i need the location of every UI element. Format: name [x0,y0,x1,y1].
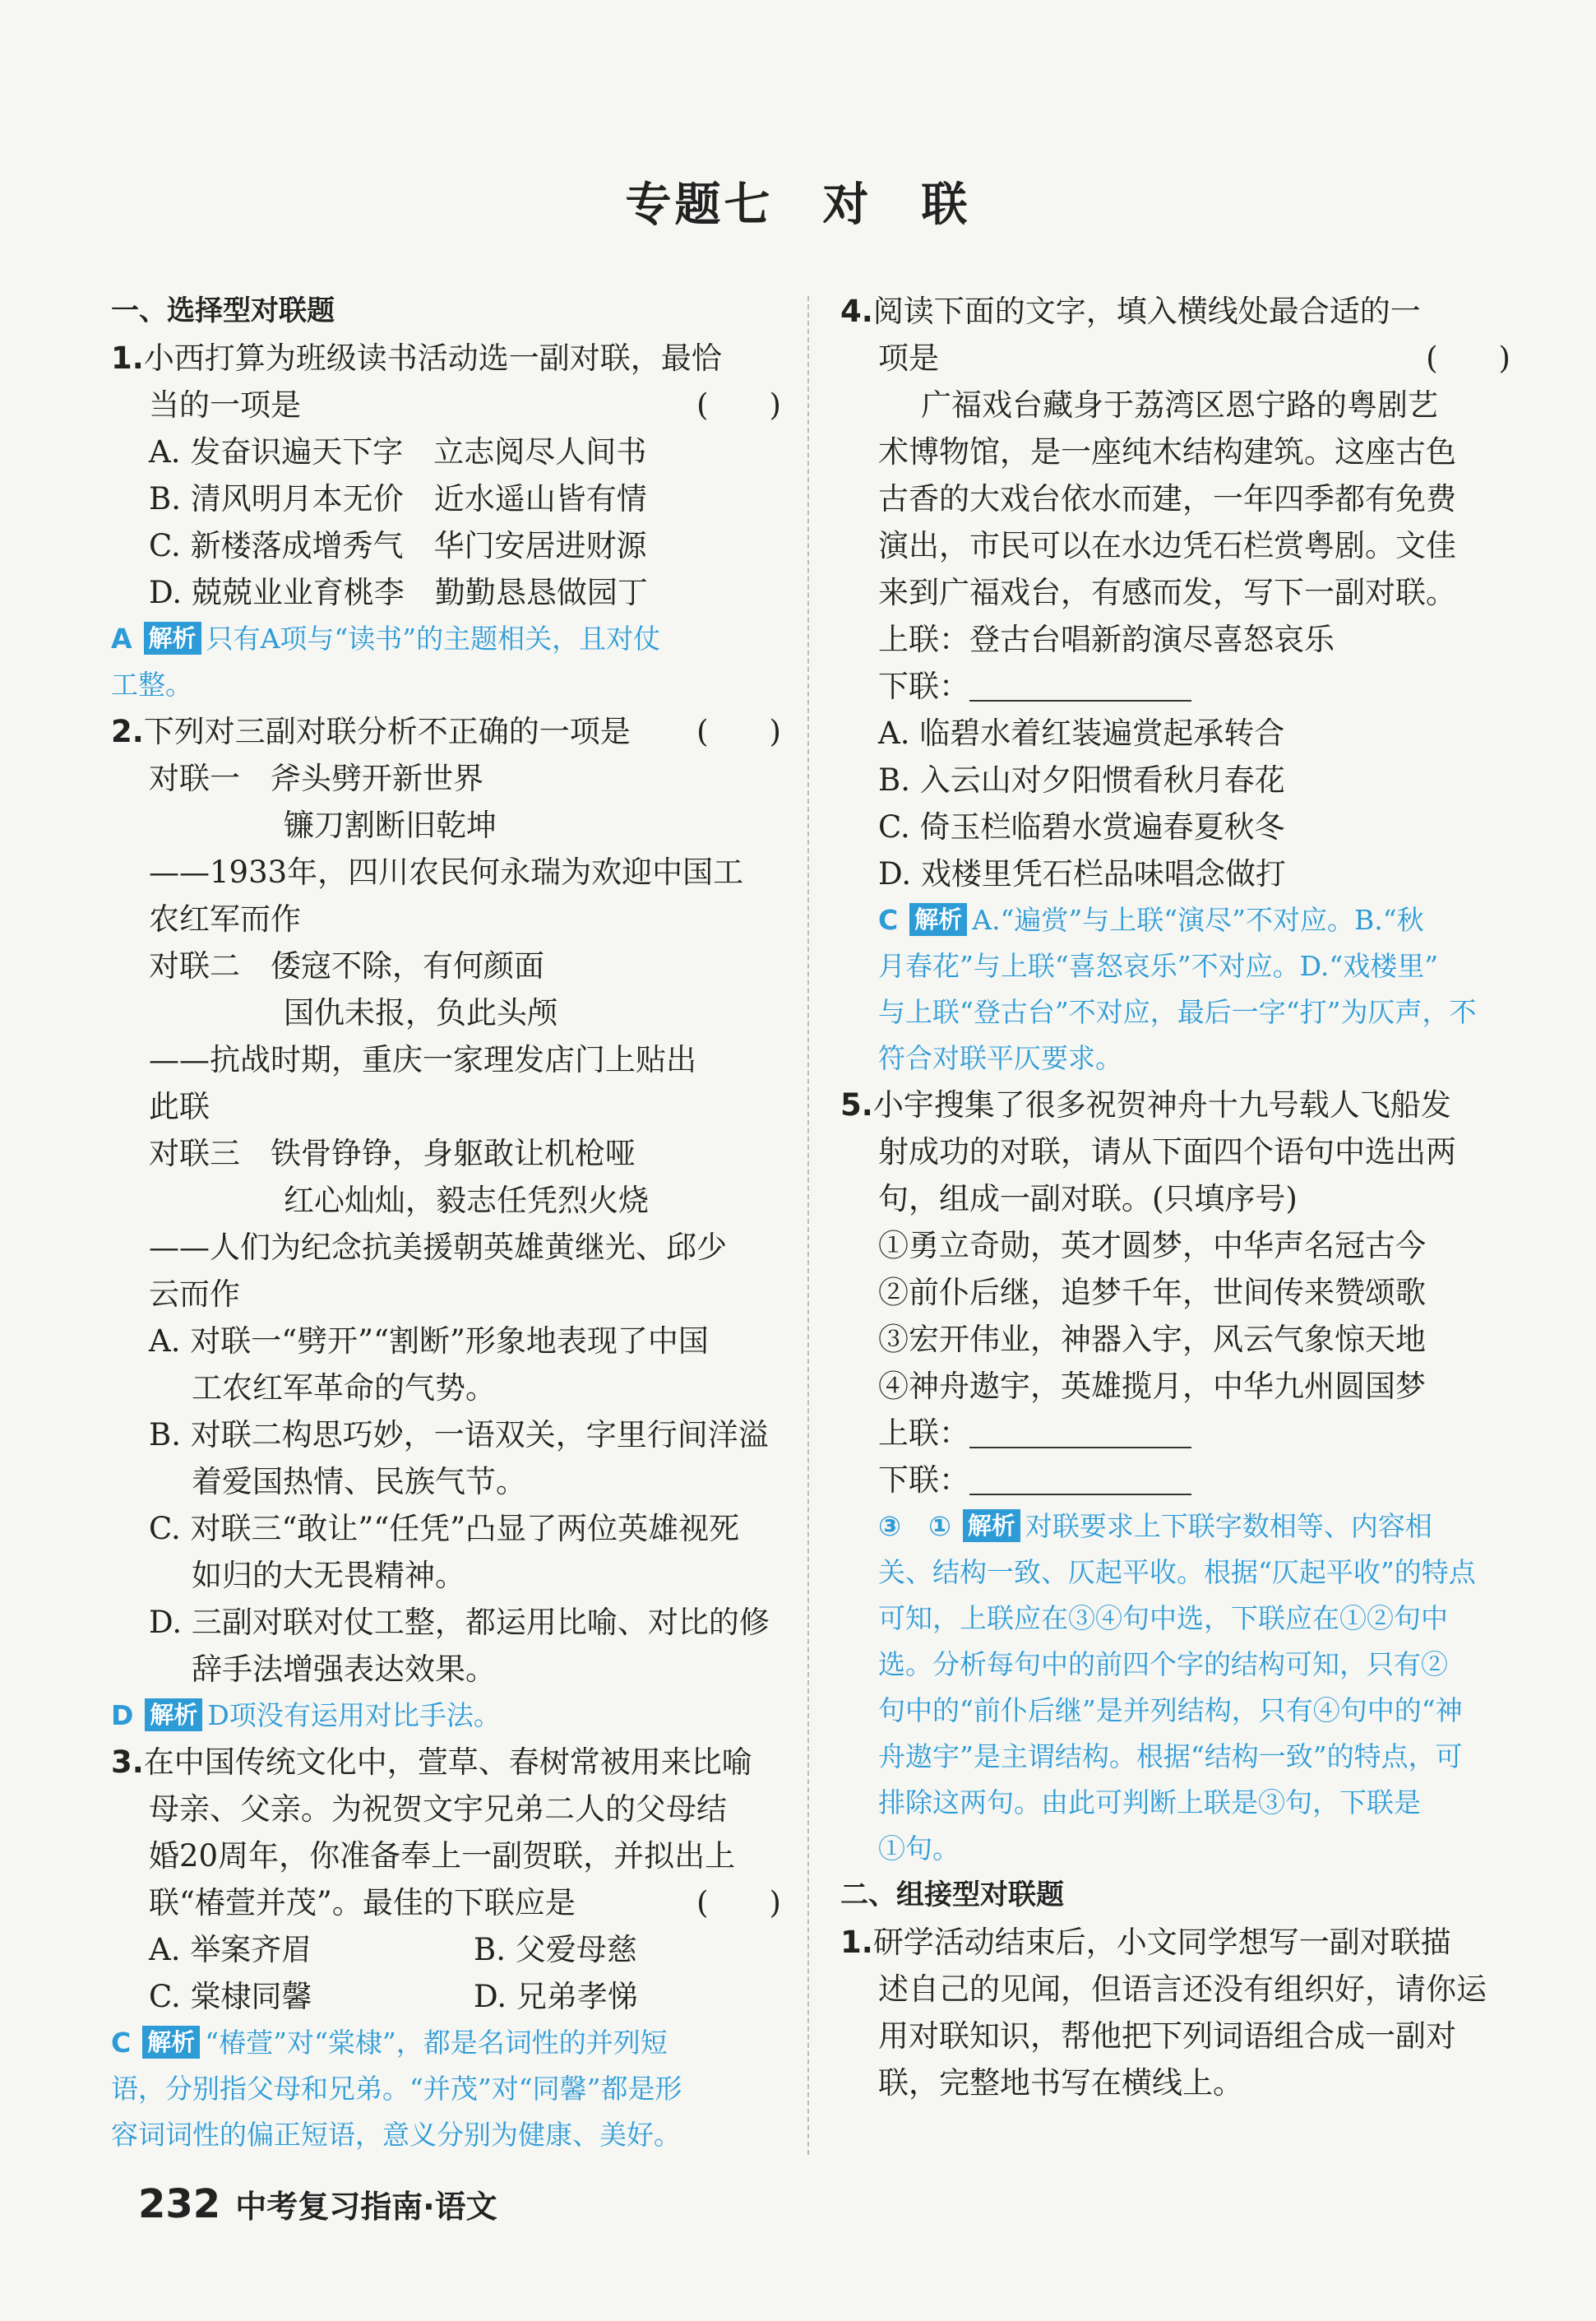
analysis-tag: 解析 [142,2026,200,2059]
question-text: 联，完整地书写在横线上。 [878,2065,1243,2101]
explanation-text: 月春花”与上联“喜怒哀乐”不对应。D.“戏楼里” [878,950,1439,982]
question-text: 当的一项是 [149,387,301,423]
sentence-3: ③宏开伟业，神器入宇，风云气象惊天地 [878,1322,1426,1357]
couplet-label: 对联一 [149,761,240,796]
answer-blank[interactable] [969,670,1191,702]
answer-explanation [111,616,781,662]
option-b: B. 对联二构思巧妙，一语双关，字里行间洋溢 [149,1417,769,1452]
option-d: D. 兢兢业业育桃李 勤勤恳恳做园丁 [149,575,648,610]
explanation-text: 工整。 [111,669,192,701]
passage-text: 广福戏台藏身于荔湾区恩宁路的粤剧艺 [921,387,1438,423]
page-footer [138,2181,497,2227]
passage-text: 术博物馆，是一座纯木结构建筑。这座古色 [878,434,1456,470]
couplet-source: ——抗战时期，重庆一家理发店门上贴出 [149,1042,696,1077]
question-text: 母亲、父亲。为祝贺文宇兄弟二人的父母结 [149,1791,727,1827]
couplet-upper: 铁骨铮铮，身躯敢让机枪哑 [271,1136,636,1171]
answer-paren: ( ) [696,1885,781,1920]
page-number: 232 [138,2181,221,2227]
analysis-tag: 解析 [144,622,201,655]
section-heading-combine: 二、组接型对联题 [840,1879,1064,1911]
sentence-1: ①勇立奇勋，英才圆梦，中华声名冠古今 [878,1228,1426,1263]
question-number: 2. [111,714,144,749]
explanation-text: “椿萱”对“棠棣”，都是名词性的并列短 [205,2027,668,2059]
explanation-text: 容词词性的偏正短语，意义分别为健康、美好。 [111,2119,681,2151]
answer-explanation [111,2020,781,2066]
question-number: 1. [111,341,144,376]
sentence-4: ④神舟遨宇，英雄揽月，中华九州圆国梦 [878,1369,1426,1404]
option-b-cont: 着爱国热情、民族气节。 [192,1464,526,1499]
question-2 [111,708,781,1739]
question-text: 小宇搜集了很多祝贺神舟十九号载人飞船发 [872,1087,1451,1123]
answer-paren: ( ) [696,387,781,423]
question-number: 5. [840,1087,873,1123]
upper-couplet: 上联：登古台唱新韵演尽喜怒哀乐 [878,622,1335,657]
answer-letter: A [111,623,132,655]
question-number: 1. [840,1925,873,1960]
explanation-text: 只有A项与“读书”的主题相关，且对仗 [206,623,661,655]
question-number: 4. [840,294,873,329]
explanation-text: ①句。 [878,1832,960,1865]
question-text: 项是 [878,341,939,376]
explanation-text: 选。分析每句中的前四个字的结构可知，只有② [878,1648,1448,1680]
option-a-cont: 工农红军革命的气势。 [192,1370,496,1406]
answer-letter: D [111,1699,134,1731]
answer-blank[interactable] [969,1464,1191,1495]
couplet-upper: 倭寇不除，有何颜面 [271,948,544,984]
answer-letter: ③ ① [878,1510,951,1542]
option-c: C. 倚玉栏临碧水赏遍春夏秋冬 [878,809,1285,845]
question-4 [840,288,1510,1082]
question-text: 小西打算为班级读书活动选一副对联，最恰 [143,341,722,376]
option-b: B. 父爱母慈 [474,1932,637,1967]
question-text: 联“椿萱并茂”。最佳的下联应是 [149,1885,576,1920]
answer-paren: ( ) [1426,341,1510,376]
question-text: 婚20周年，你准备奉上一副贺联，并拟出上 [149,1838,736,1874]
option-b: B. 清风明月本无价 近水遥山皆有情 [149,481,647,517]
upper-couplet-label: 上联： [878,1415,969,1451]
explanation-text: 关、结构一致、仄起平收。根据“仄起平收”的特点 [878,1556,1476,1588]
answer-letter: C [111,2027,132,2059]
couplet-upper: 斧头劈开新世界 [271,761,483,796]
explanation-text: 排除这两句。由此可判断上联是③句，下联是 [878,1786,1421,1818]
right-column [840,288,1510,2106]
answer-letter: C [878,904,899,936]
explanation-text: 符合对联平仄要求。 [878,1042,1122,1074]
analysis-tag: 解析 [909,903,967,936]
explanation-text: D项没有运用对比手法。 [207,1699,501,1731]
option-c: C. 新楼落成增秀气 华门安居进财源 [149,528,647,563]
question-1 [111,335,781,708]
option-d-cont: 辞手法增强表达效果。 [192,1652,496,1687]
question-text: 述自己的见闻，但语言还没有组织好，请你运 [878,1971,1487,2007]
question-text: 句，组成一副对联。(只填序号) [878,1181,1298,1216]
answer-blank[interactable] [969,1417,1191,1448]
section-heading-choice: 一、选择型对联题 [111,294,335,327]
page-title: 专题七 对 联 [625,178,971,232]
explanation-text: 与上联“登古台”不对应，最后一字“打”为仄声，不 [878,996,1477,1028]
answer-explanation [111,1693,781,1739]
explanation-text: 可知，上联应在③④句中选，下联应在①②句中 [878,1602,1448,1634]
passage-text: 古香的大戏台依水而建，一年四季都有免费 [878,481,1456,517]
couplet-source: ——人们为纪念抗美援朝英雄黄继光、邱少 [149,1230,727,1265]
couplet-label: 对联二 [149,948,240,984]
question-text: 在中国传统文化中，萱草、春树常被用来比喻 [143,1744,752,1780]
question-text: 阅读下面的文字，填入横线处最合适的一 [872,294,1421,329]
option-d: D. 兄弟孝悌 [474,1979,638,2014]
analysis-tag: 解析 [145,1698,202,1731]
sentence-2: ②前仆后继，追梦千年，世间传来赞颂歌 [878,1275,1426,1310]
answer-explanation [840,1503,1510,1550]
couplet-lower: 红心灿灿，毅志任凭烈火烧 [284,1183,649,1218]
option-c: C. 棠棣同馨 [149,1979,312,2014]
couplet-lower: 国仇未报，负此头颅 [284,995,557,1031]
option-d: D. 三副对联对仗工整，都运用比喻、对比的修 [149,1605,770,1640]
option-a: A. 对联一“劈开”“割断”形象地表现了中国 [149,1323,709,1359]
answer-explanation [840,897,1510,943]
couplet-source: ——1933年，四川农民何永瑞为欢迎中国工 [149,855,744,890]
analysis-tag: 解析 [963,1509,1020,1542]
explanation-text: 对联要求上下联字数相等、内容相 [1025,1510,1432,1542]
option-a: A. 临碧水着红装遍赏起承转合 [878,716,1285,751]
question-text: 研学活动结束后，小文同学想写一副对联描 [872,1925,1451,1960]
couplet-source: 此联 [149,1089,210,1124]
couplet-source: 云而作 [149,1276,240,1312]
explanation-text: 语，分别指父母和兄弟。“并茂”对“同馨”都是形 [111,2073,682,2105]
option-d: D. 戏楼里凭石栏品味唱念做打 [878,856,1286,892]
column-divider [807,296,809,2155]
question-text: 射成功的对联，请从下面四个语句中选出两 [878,1134,1456,1170]
answer-paren: ( ) [696,714,781,749]
option-c-cont: 如归的大无畏精神。 [192,1558,465,1593]
lower-couplet-label: 下联： [878,669,969,704]
left-column [111,288,781,2158]
option-c: C. 对联三“敢让”“任凭”凸显了两位英雄视死 [149,1511,740,1546]
question-combine-1 [840,1919,1510,2106]
question-number: 3. [111,1744,144,1780]
explanation-text: 舟遨宇”是主谓结构。根据“结构一致”的特点，可 [878,1740,1463,1772]
couplet-lower: 镰刀割断旧乾坤 [284,808,497,843]
question-text: 用对联知识，帮他把下列词语组合成一副对 [878,2018,1456,2054]
question-text: 下列对三副对联分析不正确的一项是 [143,714,631,749]
couplet-source: 农红军而作 [149,901,301,937]
couplet-label: 对联三 [149,1136,240,1171]
passage-text: 来到广福戏台，有感而发，写下一副对联。 [878,575,1456,610]
question-5 [840,1082,1510,1872]
option-a: A. 发奋识遍天下字 立志阅尽人间书 [149,434,647,470]
explanation-text: 句中的“前仆后继”是并列结构，只有④句中的“神 [878,1694,1463,1726]
option-b: B. 入云山对夕阳惯看秋月春花 [878,762,1285,798]
book-title: 中考复习指南·语文 [235,2189,497,2225]
passage-text: 演出，市民可以在水边凭石栏赏粤剧。文佳 [878,528,1456,563]
option-a: A. 举案齐眉 [149,1932,312,1967]
question-3 [111,1739,781,2158]
explanation-text: A.“遍赏”与上联“演尽”不对应。B.“秋 [972,904,1424,936]
lower-couplet-label: 下联： [878,1462,969,1498]
